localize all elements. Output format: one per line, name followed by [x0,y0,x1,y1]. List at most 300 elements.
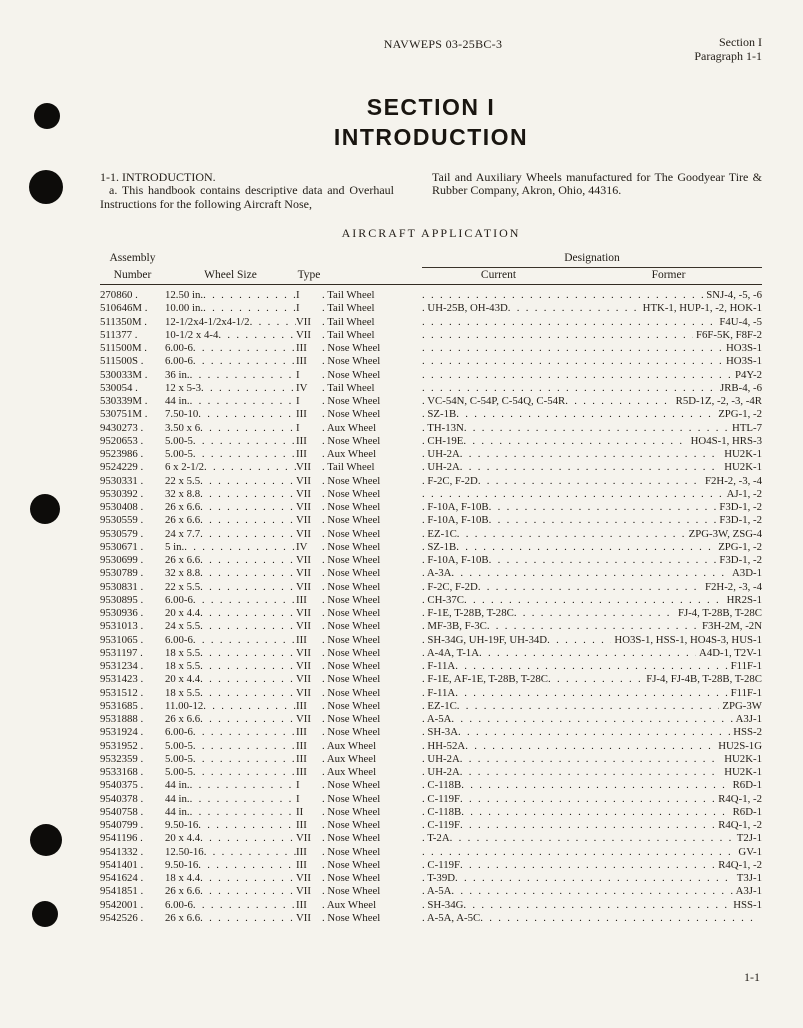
wheel-position: . Nose Wheel [322,541,422,554]
designation-current: . UH-2A [422,461,460,474]
designation-former: HTL-7 [732,421,762,434]
wheel-size [165,541,296,554]
assembly-number: 270860 . [100,289,165,302]
assembly-number: 9531888 . [100,713,165,726]
section-title [70,93,792,152]
wheel-position: . Aux Wheel [322,448,422,461]
designation-former: A3J-1 [735,885,762,898]
table-row [100,766,762,779]
designation-current: . F-10A, F-10B [422,514,489,527]
dot-leader [193,448,296,461]
dot-leader [422,316,716,329]
table-row [100,673,762,686]
type-value: III [296,898,307,911]
designation-former: HU2K-1 [724,448,762,460]
type-value: VII [296,832,311,845]
dot-leader [200,647,296,660]
type-value: III [296,699,307,712]
wheel-size [165,607,296,620]
wheel-size [165,408,296,421]
wheel-size-value: 26 x 6.6 [165,554,201,566]
wheel-position: . Nose Wheel [322,793,422,806]
wheel-size-value: 20 x 4.4 [165,832,201,845]
dot-leader [200,832,296,845]
assembly-number: 9530392 . [100,488,165,501]
designation-former: F11F-1 [730,660,762,672]
wheel-size-value: 18 x 5.5 [165,646,201,659]
dot-leader [200,581,296,594]
dot-leader [461,779,729,792]
designation-former: HU2K-1 [724,752,762,765]
table-row [100,726,762,739]
wheel-size [165,316,296,329]
wheel-size-value: 9.50-16 [165,858,199,871]
designation-former: F3H-2M, -2N [702,620,762,633]
wheel-size-value: 44 in. [165,395,190,407]
designation-former: HO3S-1, HSS-1, HO4S-3, HUS-1 [614,633,762,646]
wheel-position: . Nose Wheel [322,501,422,514]
assembly-number: 9541196 . [100,832,165,845]
designation-former: F3D-1, -2 [719,554,762,566]
wheel-size [165,594,296,607]
assembly-number: 9530408 . [100,501,165,514]
table-row [100,475,762,488]
column-header-wheel-size: Wheel Size [204,268,257,281]
assembly-number: 530751M . [100,408,165,421]
wheel-size-value: 44 in. [165,792,190,805]
dot-leader [193,634,296,647]
dot-leader [200,488,296,501]
type-value: VII [296,580,311,593]
type-value: III [296,752,307,765]
assembly-number: 9520653 . [100,435,165,448]
dot-leader [200,501,296,514]
wheel-size-value: 18 x 5.5 [165,660,201,672]
table-row [100,541,762,554]
designation-subheaders [422,268,762,283]
designation-current: . A-5A, A-5C [422,912,480,925]
designation-former: F4U-4, -5 [719,315,762,328]
designation-current: . T-2A [422,832,450,845]
designation-former: A3D-1 [732,567,762,580]
dot-leader [184,541,296,554]
wheel-size [165,581,296,594]
wheel-size-value: 5.00-5 [165,739,193,752]
designation-former: HSS-2 [733,726,762,739]
wheel-size [165,740,296,753]
wheel-size [165,475,296,488]
wheel-size [165,329,296,342]
wheel-size-value: 36 in. [165,368,190,381]
wheel-size [165,342,296,355]
designation-current: . MF-3B, F-3C [422,620,487,633]
type-value: VII [296,501,311,513]
wheel-size-value: 3.50 x 6 [165,421,201,434]
section-title-line1: SECTION I [366,94,496,120]
designation-former: ZPG-3W [722,699,762,712]
assembly-number: 511500S . [100,355,165,368]
dot-leader [514,607,675,620]
designation-former: HO4S-1, HRS-3 [690,434,762,447]
wheel-size [165,793,296,806]
dot-leader [193,740,296,753]
dot-leader [463,899,730,912]
designation-current: . SZ-1B [422,541,456,554]
wheel-position: . Nose Wheel [322,872,422,885]
dot-leader [200,673,296,686]
assembly-number: 511500M . [100,342,165,355]
table-row [100,461,762,474]
type-value: VII [296,527,311,540]
wheel-size [165,634,296,647]
designation-former: JRB-4, -6 [720,381,762,394]
type-value: VII [296,911,311,924]
column-header-designation: Designation [422,251,762,268]
designation-current: . TH-13N [422,422,464,435]
dot-leader [200,528,296,541]
table-row [100,422,762,435]
header-spacer [296,251,322,268]
table-title: AIRCRAFT APPLICATION [341,226,521,240]
hole-punch [29,170,63,204]
wheel-position: . Nose Wheel [322,528,422,541]
wheel-size-value: 32 x 8.8 [165,567,201,580]
table-row [100,607,762,620]
type-value: VII [296,567,311,580]
type-value: VII [296,607,311,619]
assembly-number: 9531924 . [100,726,165,739]
dot-leader [548,673,643,686]
wheel-size [165,806,296,819]
dot-leader [460,448,721,461]
wheel-size-value: 26 x 6.6 [165,713,201,725]
wheel-size [165,700,296,713]
dot-leader [200,912,296,925]
wheel-size [165,753,296,766]
designation-current: . EZ-1C [422,528,457,541]
designation-current: . F-11A [422,687,455,700]
designation-current: . UH-2A [422,766,460,779]
wheel-position: . Nose Wheel [322,832,422,845]
designation-former: HU2S-1G [718,739,762,752]
introduction [100,171,762,211]
designation-former: R5D-1Z, -2, -3, -4R [675,395,762,407]
table-row [100,382,762,395]
wheel-position: . Tail Wheel [322,329,422,342]
table-row [100,594,762,607]
dot-leader [451,713,732,726]
type-value: VII [296,328,311,341]
intro-paragraph-right: Tail and Auxiliary Wheels manufactured for The Goodyear Tire & Rubber Company, Akron, Ohio, 44316. [432,170,762,198]
table-row [100,660,762,673]
wheel-size [165,422,296,435]
wheel-size-value: 5.00-5 [165,766,193,778]
wheel-size-value: 44 in. [165,805,190,818]
assembly-number: 9530831 . [100,581,165,594]
dot-leader [190,806,296,819]
wheel-size [165,395,296,408]
designation-former: FJ-4, FJ-4B, T-28B, T-28C [646,673,762,686]
wheel-size-value: 12-1/2x4-1/2x4-1/2 [165,315,250,328]
dot-leader [422,342,723,355]
table-row [100,355,762,368]
type-value: I [296,289,300,301]
wheel-size-value: 12 x 5-3 [165,381,201,394]
wheel-size [165,448,296,461]
hole-punch [34,103,60,129]
wheel-size-value: 26 x 6.6 [165,514,201,527]
wheel-size-value: 10-1/2 x 4-4 [165,328,219,341]
assembly-number: 9530331 . [100,475,165,488]
designation-current: . SZ-1B [422,408,456,421]
wheel-size-value: 10.00 in. [165,302,204,315]
designation-current: . HH-52A [422,740,465,753]
type-value: I [296,779,300,792]
table-row [100,514,762,527]
wheel-position: . Nose Wheel [322,700,422,713]
wheel-size [165,859,296,872]
wheel-size [165,779,296,792]
wheel-size [165,687,296,700]
section-ref: Section I [719,35,762,49]
type-value: VII [296,315,311,328]
designation-current: . UH-25B, OH-43D [422,302,508,315]
dot-leader [489,501,717,514]
dot-leader [464,422,729,435]
table-row [100,740,762,753]
table-row [100,567,762,580]
designation-former: HTK-1, HUP-1, -2, HOK-1 [642,302,762,315]
dot-leader [203,302,296,315]
dot-leader [480,912,759,925]
wheel-position: . Nose Wheel [322,369,422,382]
type-value: VII [296,713,311,725]
wheel-position: . Nose Wheel [322,660,422,673]
wheel-position: . Nose Wheel [322,594,422,607]
wheel-size [165,846,296,859]
wheel-size [165,501,296,514]
doc-number: NAVWEPS 03-25BC-3 [383,37,503,51]
wheel-position: . Nose Wheel [322,634,422,647]
designation-current: . C-118B [422,806,461,819]
assembly-number: 9531512 . [100,687,165,700]
wheel-size-value: 24 x 5.5 [165,620,201,633]
assembly-number: 9524229 . [100,461,165,474]
table-body [100,289,762,925]
type-value: II [296,805,304,818]
dot-leader [460,793,715,806]
assembly-number: 9533168 . [100,766,165,779]
designation-former: ZPG-1, -2 [718,540,762,553]
dot-leader [478,475,702,488]
designation-former: T3J-1 [736,872,762,884]
assembly-number: 9541851 . [100,885,165,898]
assembly-number: 530054 . [100,382,165,395]
assembly-number: 9530789 . [100,567,165,580]
hole-punch [30,494,60,524]
type-value: III [296,434,307,447]
wheel-size-value: 32 x 8.8 [165,487,201,500]
dot-leader [193,342,296,355]
column-header-former: Former [651,268,686,281]
dot-leader [460,766,721,779]
designation-current: . SH-34G [422,899,463,912]
assembly-number: 9531013 . [100,620,165,633]
aircraft-application-table [100,251,762,925]
hole-punch [30,824,62,856]
dot-leader [456,541,715,554]
assembly-number: 9530699 . [100,554,165,567]
wheel-position: . Aux Wheel [322,753,422,766]
table-header [100,251,762,285]
assembly-number: 9542526 . [100,912,165,925]
table-row [100,647,762,660]
assembly-number: 9523986 . [100,448,165,461]
designation-current: . UH-2A [422,753,460,766]
designation-former: F11F-1 [730,686,762,699]
wheel-size-value: 9.50-16 [165,819,199,831]
wheel-position: . Tail Wheel [322,302,422,315]
table-row [100,408,762,421]
dot-leader [190,395,296,408]
wheel-position: . Aux Wheel [322,422,422,435]
assembly-number: 9541401 . [100,859,165,872]
type-value: III [296,726,307,739]
dot-leader [455,687,727,700]
designation-former: SNJ-4, -5, -6 [706,289,762,301]
wheel-position: . Nose Wheel [322,806,422,819]
designation-former: R6D-1 [732,779,762,792]
type-value: VII [296,686,311,699]
wheel-size-value: 22 x 5.5 [165,580,201,593]
wheel-size-value: 11.00-12 [165,699,204,712]
assembly-number: 9540799 . [100,819,165,832]
dot-leader [464,594,724,607]
assembly-number: 9542001 . [100,899,165,912]
wheel-position: . Nose Wheel [322,912,422,925]
wheel-size [165,514,296,527]
assembly-number: 511377 . [100,329,165,342]
wheel-size [165,647,296,660]
wheel-size [165,369,296,382]
type-value: I [296,792,300,805]
wheel-position: . Nose Wheel [322,342,422,355]
assembly-number: 9531065 . [100,634,165,647]
type-value: III [296,355,307,368]
wheel-position: . Nose Wheel [322,673,422,686]
assembly-number: 9531685 . [100,700,165,713]
dot-leader [200,607,296,620]
dot-leader [198,408,296,421]
table-row [100,912,762,925]
wheel-size [165,899,296,912]
wheel-position: . Nose Wheel [322,475,422,488]
type-value: III [296,448,307,460]
dot-leader [458,726,730,739]
dot-leader [451,885,732,898]
designation-current: . F-10A, F-10B [422,554,489,567]
type-value: I [296,421,300,434]
table-row [100,289,762,302]
table-row [100,488,762,501]
assembly-number: 9531197 . [100,647,165,660]
assembly-number: 9530559 . [100,514,165,527]
dot-leader [193,435,296,448]
table-row [100,832,762,845]
dot-leader [200,475,296,488]
dot-leader [463,435,687,448]
dot-leader [457,528,686,541]
type-value: VII [296,474,311,487]
table-row [100,872,762,885]
wheel-size [165,726,296,739]
table-row [100,885,762,898]
wheel-size [165,382,296,395]
type-value: III [296,845,307,858]
type-value: VII [296,872,311,884]
table-row [100,302,762,315]
dot-leader [193,766,296,779]
type-value: I [296,302,300,315]
designation-former: HU2K-1 [724,766,762,778]
dot-leader [457,700,720,713]
assembly-number: 9531952 . [100,740,165,753]
dot-leader [422,355,723,368]
dot-leader [422,846,735,859]
table-row [100,395,762,408]
wheel-position: . Aux Wheel [322,740,422,753]
designation-current: . F-2C, F-2D [422,581,478,594]
table-row [100,501,762,514]
wheel-size-value: 5.00-5 [165,434,193,447]
wheel-position: . Nose Wheel [322,435,422,448]
dot-leader [479,647,696,660]
type-value: VII [296,646,311,659]
dot-leader [422,369,732,382]
designation-current: . A-4A, T-1A [422,647,479,660]
wheel-position: . Nose Wheel [322,620,422,633]
dot-leader [190,779,296,792]
wheel-size-value: 6.00-6 [165,593,193,606]
wheel-position: . Aux Wheel [322,899,422,912]
table-row [100,779,762,792]
designation-former: R6D-1 [732,805,762,818]
dot-leader [422,289,703,302]
dot-leader [200,660,296,673]
wheel-size [165,660,296,673]
assembly-number: 9530895 . [100,594,165,607]
wheel-size [165,819,296,832]
designation-former: HSS-1 [733,898,762,911]
designation-former: R4Q-1, -2 [718,819,762,831]
designation-current: . F-1E, T-28B, T-28C [422,607,514,620]
designation-former: F6F-5K, F8F-2 [696,328,762,341]
wheel-position: . Nose Wheel [322,713,422,726]
dot-leader [204,461,296,474]
dot-leader [422,329,693,342]
type-value: IV [296,381,308,394]
dot-leader [422,488,724,501]
intro-heading: 1-1. INTRODUCTION. [100,170,216,184]
table-row [100,316,762,329]
wheel-size [165,567,296,580]
wheel-size [165,554,296,567]
intro-paragraph-left: a. This handbook contains descriptive data and Overhaul Instructions for the following Aircraft Nose, [100,183,394,211]
dot-leader [193,899,296,912]
type-value: III [296,739,307,752]
assembly-number: 9541624 . [100,872,165,885]
dot-leader [193,355,296,368]
